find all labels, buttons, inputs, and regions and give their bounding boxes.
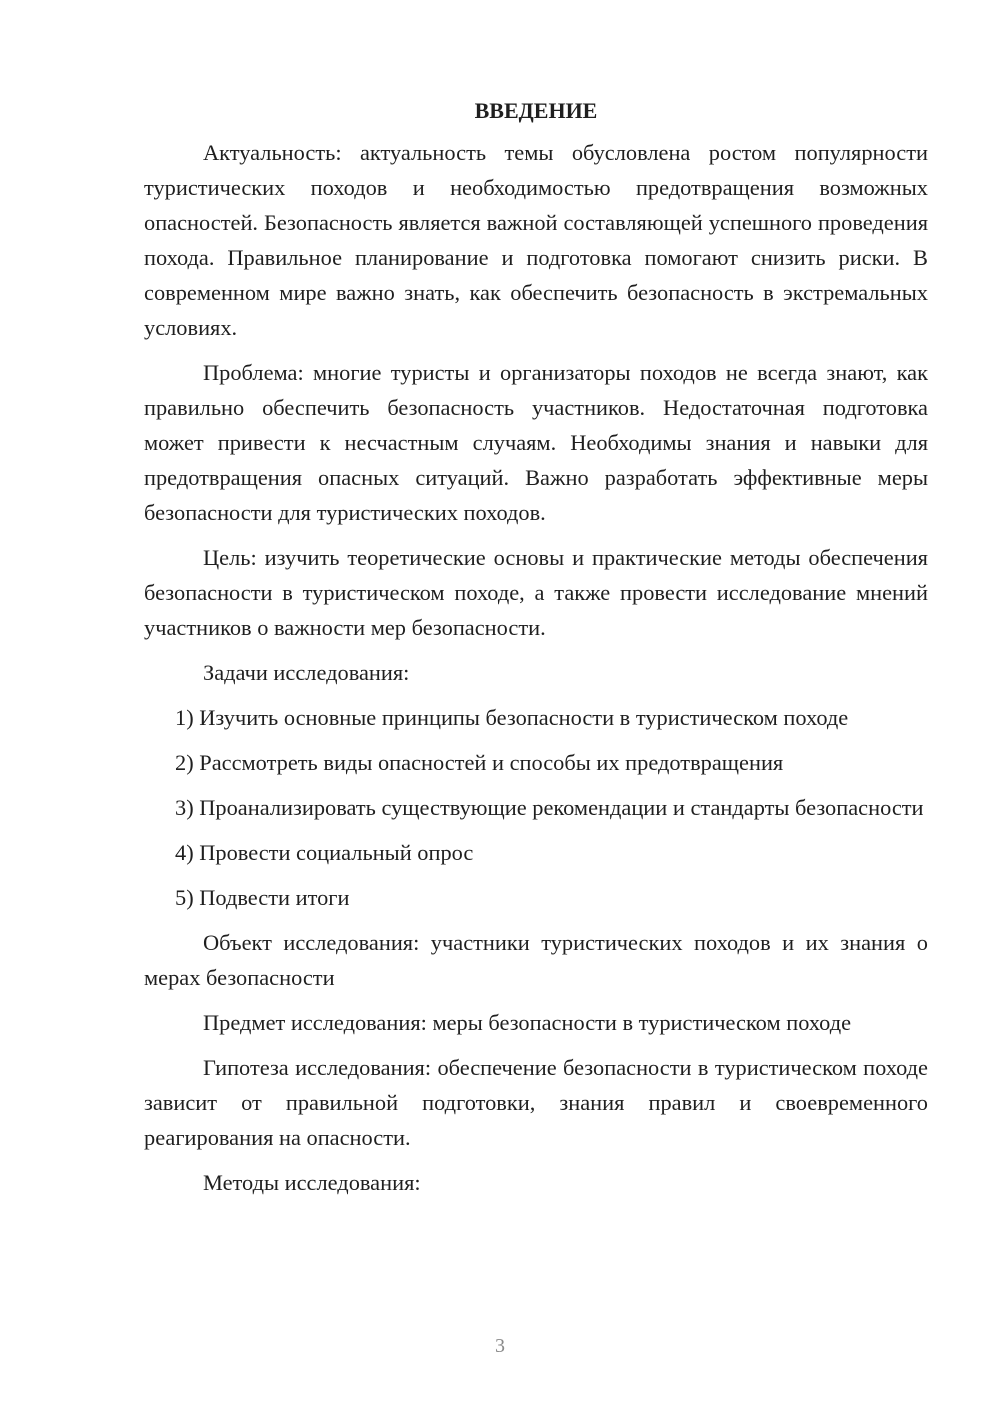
task-item-5: 5) Подвести итоги — [175, 885, 350, 910]
task-item-4: 4) Провести социальный опрос — [175, 840, 474, 865]
paragraph-goal: Цель: изучить теоретические основы и практические методы обеспечения безопасности в туристическом походе, а также провести исследование мнений участников о важности мер безопасности. — [144, 545, 928, 640]
paragraph-relevance: Актуальность: актуальность темы обусловлена ростом популярности туристических походов и необходимостью предотвращения возможных опасностей. Безопасность является важной составляющей успешного проведения похода. Правильное планирование и подготовка помогают снизить риски. В современном мире важно знать, как обеспечить безопасность в экстремальных условиях. — [144, 140, 928, 340]
tasks-heading: Задачи исследования: — [203, 660, 410, 685]
page-number: 3 — [495, 1335, 505, 1357]
section-title: ВВЕДЕНИЕ — [474, 98, 598, 123]
paragraph-subject: Предмет исследования: меры безопасности в туристическом походе — [203, 1010, 852, 1035]
paragraph-hypothesis: Гипотеза исследования: обеспечение безопасности в туристическом походе зависит от правильной подготовки, знания правил и своевременного реагирования на опасности. — [144, 1055, 928, 1150]
paragraph-object: Объект исследования: участники туристических походов и их знания о мерах безопасности — [144, 930, 928, 990]
task-item-3: 3) Проанализировать существующие рекомендации и стандарты безопасности — [175, 795, 924, 820]
paragraph-problem: Проблема: многие туристы и организаторы походов не всегда знают, как правильно обеспечить безопасность участников. Недостаточная подготовка может привести к несчастным случаям. Необходимы знания и навыки для предотвращения опасных ситуаций. Важно разработать эффективные меры безопасности для туристических походов. — [144, 360, 928, 525]
page-content — [144, 96, 928, 1200]
task-item-1: 1) Изучить основные принципы безопасности в туристическом походе — [175, 705, 849, 730]
task-item-2: 2) Рассмотреть виды опасностей и способы их предотвращения — [175, 750, 784, 775]
methods-heading: Методы исследования: — [203, 1170, 421, 1195]
